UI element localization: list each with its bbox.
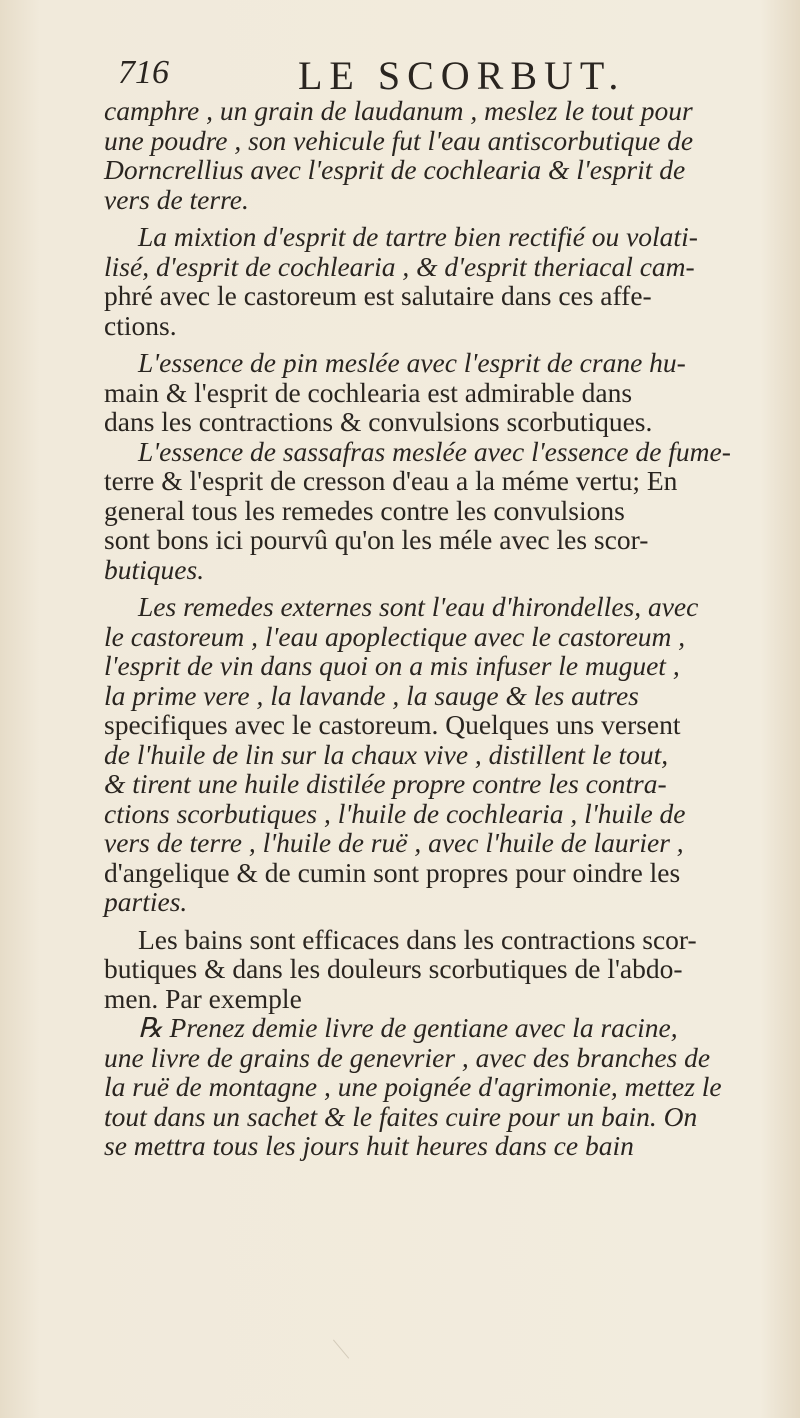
text-line: Dorncrellius avec l'esprit de cochlearia & l'esprit de [104, 154, 686, 185]
text-line: tout dans un sachet & le faites cuire pour un bain. On [104, 1100, 698, 1132]
text-line: Les bains sont efficaces dans les contractions scor- [138, 923, 697, 955]
text-line: lisé, d'esprit de cochlearia , & d'esprit theriacal cam- [104, 250, 695, 282]
text-line: vers de terre , l'huile de ruë , avec l'huile de laurier , [104, 827, 684, 858]
text-line: L'essence de pin meslée avec l'esprit de crane hu- [138, 347, 686, 378]
text-line: general tous les remedes contre les convulsions [104, 494, 625, 526]
text-line: ctions. [104, 309, 177, 341]
body-text [104, 96, 764, 1161]
text-line: men. Par exemple [104, 982, 302, 1014]
ink-stain [333, 1325, 366, 1358]
text-line: la prime vere , la lavande , la sauge & les autres [104, 679, 639, 711]
text-line: Les remedes externes sont l'eau d'hirondelles, avec [138, 591, 699, 622]
text-line: butiques. [104, 553, 205, 585]
text-line: La mixtion d'esprit de tartre bien rectifié ou volati- [138, 221, 698, 252]
text-line: se mettra tous les jours huit heures dans ce bain [104, 1130, 634, 1161]
text-line: butiques & dans les douleurs scorbutiques de l'abdo- [104, 953, 683, 984]
text-line: dans les contractions & convulsions scorbutiques. [104, 406, 653, 437]
text-line: sont bons ici pourvû qu'on les méle avec les scor- [104, 524, 649, 555]
text-line: vers de terre. [104, 183, 249, 215]
text-line: parties. [104, 886, 188, 917]
text-line: & tirent une huile distilée propre contre les contra- [104, 768, 667, 799]
text-line: phré avec le castoreum est salutaire dans ces affe- [104, 280, 652, 311]
text-line: ctions scorbutiques , l'huile de cochlearia , l'huile de [104, 797, 686, 829]
running-title: LE SCORBUT. [298, 53, 626, 98]
text-line: L'essence de sassafras meslée avec l'essence de fume- [138, 435, 731, 467]
text-line: l'esprit de vin dans quoi on a mis infuser le muguet , [104, 650, 680, 681]
text-line: d'angelique & de cumin sont propres pour oindre les [104, 856, 681, 888]
text-line: terre & l'esprit de cresson d'eau a la méme vertu; En [104, 465, 678, 496]
text-line: la ruë de montagne , une poignée d'agrimonie, mettez le [104, 1071, 722, 1102]
text-line: de l'huile de lin sur la chaux vive , distillent le tout, [104, 738, 669, 770]
text-line: une livre de grains de genevrier , avec des branches de [104, 1041, 711, 1073]
text-line: le castoreum , l'eau apoplectique avec le castoreum , [104, 620, 686, 652]
text-line: camphre , un grain de laudanum , meslez le tout pour [104, 95, 693, 126]
text-line: ℞ Prenez demie livre de gentiane avec la racine, [138, 1012, 678, 1043]
page-number: 716 [118, 54, 169, 91]
text-line: main & l'esprit de cochlearia est admirable dans [104, 376, 633, 408]
text-line: specifiques avec le castoreum. Quelques uns versent [104, 709, 681, 740]
text-line: une poudre , son vehicule fut l'eau antiscorbutique de [104, 124, 694, 156]
page-header [118, 52, 738, 96]
